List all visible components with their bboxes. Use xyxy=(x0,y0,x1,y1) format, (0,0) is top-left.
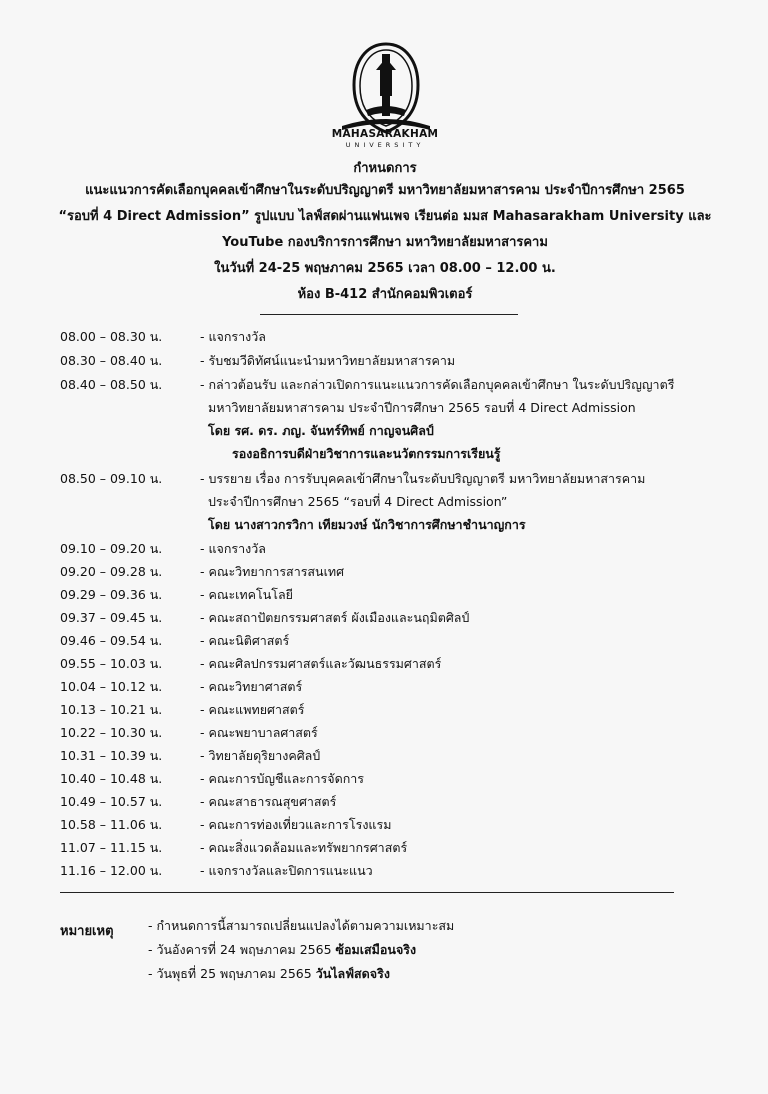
schedule-item: - คณะการบัญชีและการจัดการ xyxy=(200,771,365,786)
header-divider xyxy=(260,314,518,315)
schedule-item: - คณะนิติศาสตร์ xyxy=(200,633,290,648)
schedule-time: 11.07 – 11.15 น. xyxy=(60,840,163,855)
welcome-speaker-role: รองอธิการบดีฝ่ายวิชาการและนวัตกรรมการเรียนรู้ xyxy=(232,446,501,461)
schedule-time: 09.55 – 10.03 น. xyxy=(60,656,163,671)
note-item xyxy=(148,941,416,959)
page-title: กำหนดการ xyxy=(353,161,417,176)
schedule-item: - คณะพยาบาลศาสตร์ xyxy=(200,725,318,740)
schedule-time: 11.16 – 12.00 น. xyxy=(60,863,163,878)
schedule-time: 08.30 – 08.40 น. xyxy=(60,353,163,368)
note-item xyxy=(148,965,390,983)
schedule-item: - คณะเทคโนโลยี xyxy=(200,587,293,602)
notes-title: หมายเหตุ xyxy=(60,924,114,939)
schedule-item: - คณะวิทยาศาสตร์ xyxy=(200,679,303,694)
notes-divider xyxy=(60,892,674,893)
header-room: ห้อง B-412 สำนักคอมพิวเตอร์ xyxy=(297,287,473,302)
schedule-item: - คณะสาธารณสุขศาสตร์ xyxy=(200,794,337,809)
schedule-time: 08.40 – 08.50 น. xyxy=(60,377,163,392)
schedule-item: - แจกรางวัล xyxy=(200,541,266,556)
schedule-item: - วิทยาลัยดุริยางคศิลป์ xyxy=(200,748,321,763)
schedule-item: - คณะวิทยาการสารสนเทศ xyxy=(200,564,345,579)
schedule-time: 10.22 – 10.30 น. xyxy=(60,725,163,740)
logo-name: MAHASARAKHAM xyxy=(331,128,439,140)
schedule-item: - กล่าวต้อนรับ และกล่าวเปิดการแนะแนวการคัดเลือกบุคคลเข้าศึกษา ในระดับปริญญาตรี xyxy=(200,377,675,392)
lecture-speaker: โดย นางสาวกรวิกา เทียมวงษ์ นักวิชาการศึกษาชำนาญการ xyxy=(208,517,526,532)
header-line-3: YouTube กองบริการการศึกษา มหาวิทยาลัยมหาสารคาม xyxy=(222,235,548,250)
header-date: ในวันที่ 24-25 พฤษภาคม 2565 เวลา 08.00 – 12.00 น. xyxy=(214,261,556,276)
schedule-time: 10.04 – 10.12 น. xyxy=(60,679,163,694)
schedule-item: - คณะสถาปัตยกรรมศาสตร์ ผังเมืองและนฤมิตศิลป์ xyxy=(200,610,470,625)
logo-sub: UNIVERSITY xyxy=(345,141,425,149)
schedule-time: 09.37 – 09.45 น. xyxy=(60,610,163,625)
schedule-time: 10.13 – 10.21 น. xyxy=(60,702,163,717)
note-emphasis: ซ้อมเสมือนจริง xyxy=(335,942,417,957)
welcome-speaker: โดย รศ. ดร. ภญ. จันทร์ทิพย์ กาญจนศิลป์ xyxy=(208,423,434,438)
schedule-time: 08.50 – 09.10 น. xyxy=(60,471,163,486)
schedule-item: - แจกรางวัล xyxy=(200,329,266,344)
schedule-time: 09.20 – 09.28 น. xyxy=(60,564,163,579)
schedule-time: 10.31 – 10.39 น. xyxy=(60,748,163,763)
schedule-time: 08.00 – 08.30 น. xyxy=(60,329,163,344)
schedule-item: - รับชมวีดิทัศน์แนะนำมหาวิทยาลัยมหาสารคาม xyxy=(200,353,456,368)
schedule-item: - คณะศิลปกรรมศาสตร์และวัฒนธรรมศาสตร์ xyxy=(200,656,442,671)
schedule-item: - คณะแพทยศาสตร์ xyxy=(200,702,305,717)
lecture-detail: ประจำปีการศึกษา 2565 “รอบที่ 4 Direct Admission” xyxy=(208,494,508,509)
schedule-item: - บรรยาย เรื่อง การรับบุคคลเข้าศึกษาในระดับปริญญาตรี มหาวิทยาลัยมหาสารคาม xyxy=(200,471,646,486)
schedule-item: - คณะการท่องเที่ยวและการโรงแรม xyxy=(200,817,392,832)
schedule-item: - คณะสิ่งแวดล้อมและทรัพยากรศาสตร์ xyxy=(200,840,408,855)
note-text: - วันพุธที่ 25 พฤษภาคม 2565 xyxy=(148,966,316,981)
schedule-time: 10.49 – 10.57 น. xyxy=(60,794,163,809)
note-item: - กำหนดการนี้สามารถเปลี่ยนแปลงได้ตามความเหมาะสม xyxy=(148,918,455,933)
schedule-time: 10.40 – 10.48 น. xyxy=(60,771,163,786)
schedule-time: 09.29 – 09.36 น. xyxy=(60,587,163,602)
note-emphasis: วันไลฟ์สดจริง xyxy=(315,966,390,981)
header-line-1: แนะแนวการคัดเลือกบุคคลเข้าศึกษาในระดับปริญญาตรี มหาวิทยาลัยมหาสารคาม ประจำปีการศึกษา 2565 xyxy=(85,183,685,198)
schedule-time: 10.58 – 11.06 น. xyxy=(60,817,163,832)
schedule-time: 09.10 – 09.20 น. xyxy=(60,541,163,556)
header-line-2: “รอบที่ 4 Direct Admission” รูปแบบ ไลฟ์สดผ่านแฟนเพจ เรียนต่อ มมส Mahasarakham University และ xyxy=(58,209,712,224)
note-text: - วันอังคารที่ 24 พฤษภาคม 2565 xyxy=(148,942,336,957)
schedule-item: - แจกรางวัลและปิดการแนะแนว xyxy=(200,863,373,878)
schedule-time: 09.46 – 09.54 น. xyxy=(60,633,163,648)
welcome-detail: มหาวิทยาลัยมหาสารคาม ประจำปีการศึกษา 2565 รอบที่ 4 Direct Admission xyxy=(208,400,636,415)
